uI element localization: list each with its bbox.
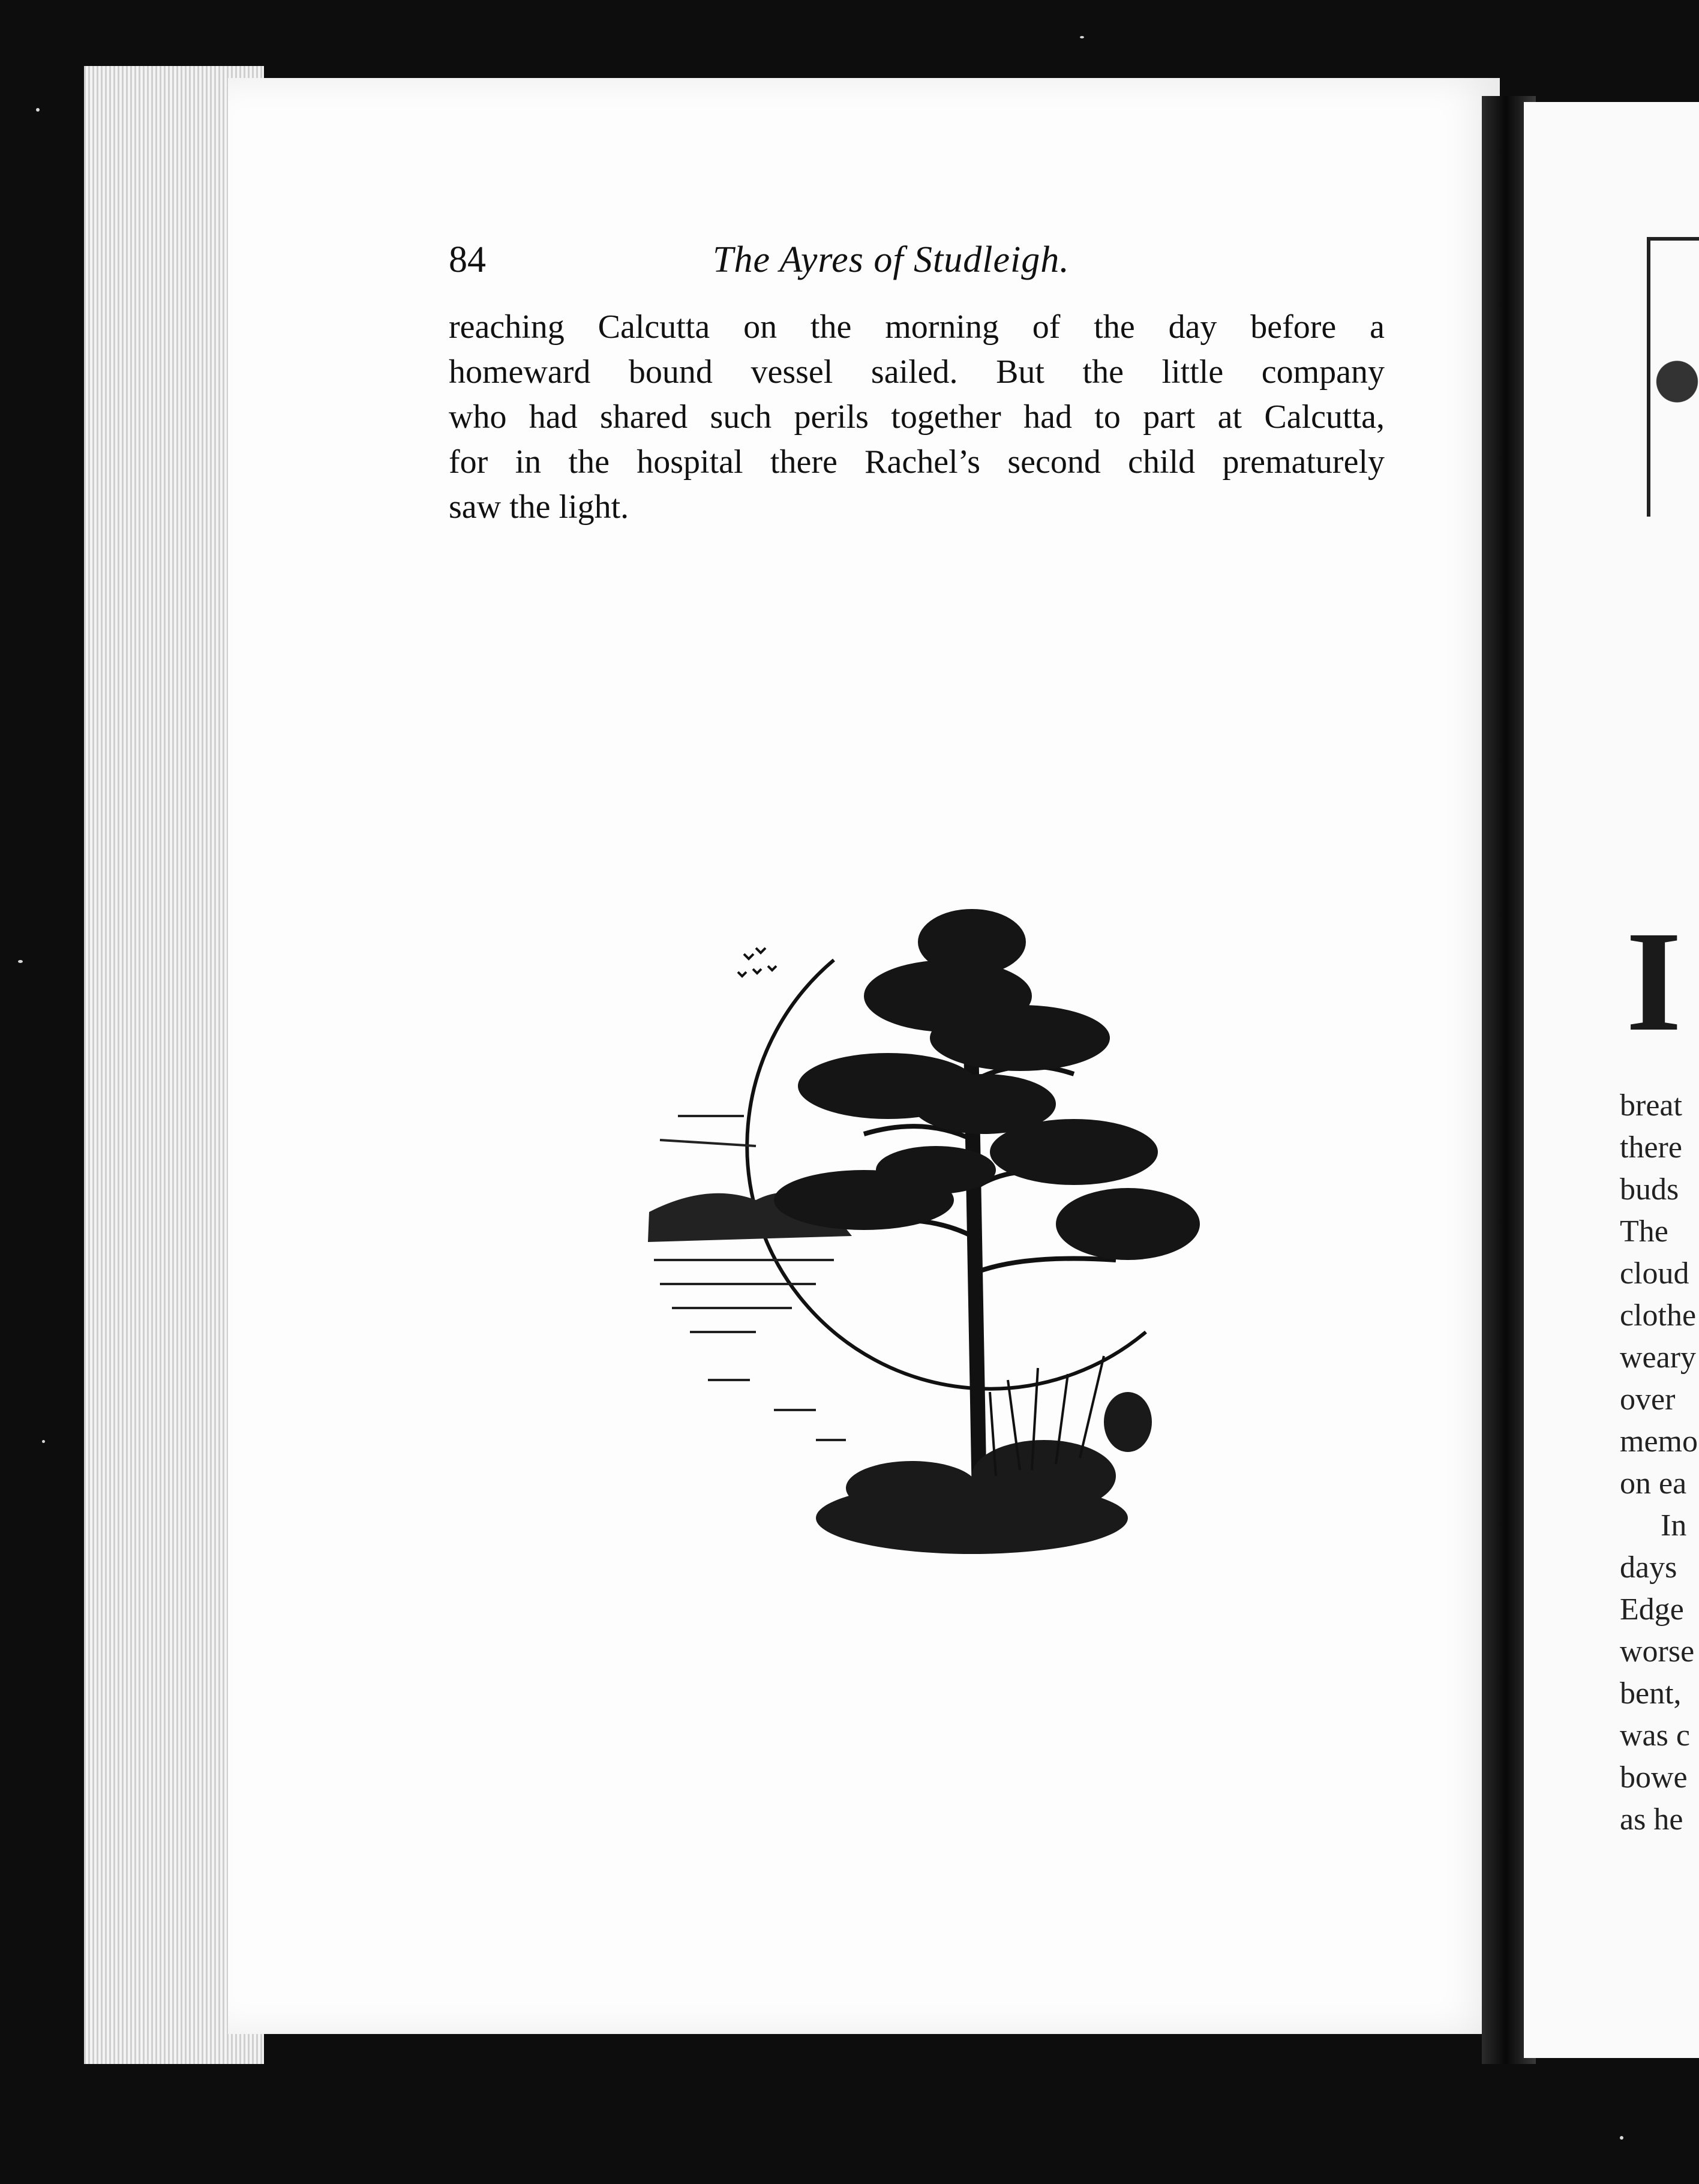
body-line: for in the hospital there Rachel’s second child prematurely (449, 443, 1385, 481)
text-line: breat (1620, 1088, 1682, 1123)
dust-speck (36, 108, 40, 112)
dust-speck (42, 1440, 45, 1443)
dust-speck (1620, 2136, 1623, 2140)
text-line: In (1661, 1508, 1687, 1543)
text-line: Edge (1620, 1592, 1684, 1627)
running-title: The Ayres of Studleigh. (713, 239, 1070, 280)
text-line: bowe (1620, 1760, 1688, 1795)
body-line: who had shared such perils together had to part at Calcutta, (449, 398, 1385, 436)
text-line: over (1620, 1382, 1676, 1417)
text-line: weary (1620, 1340, 1697, 1375)
text-line: The (1620, 1214, 1668, 1249)
heading-ornament-icon (1653, 348, 1699, 432)
text-line: memo (1620, 1424, 1698, 1459)
right-page-text (1620, 1085, 1699, 1841)
body-line: homeward bound vessel sailed. But the little company (449, 353, 1385, 391)
dust-speck (1080, 36, 1084, 38)
text-line: clothe (1620, 1298, 1697, 1333)
text-line: cloud (1620, 1256, 1689, 1291)
running-head (449, 239, 1385, 299)
drop-cap: I (1626, 901, 1682, 1061)
page-number: 84 (449, 239, 486, 280)
text-line: was c (1620, 1718, 1690, 1753)
body-line: reaching Calcutta on the morning of the day before a (449, 308, 1385, 346)
pine-tree-lake-vignette-icon (636, 900, 1212, 1572)
body-line: saw the light. (449, 488, 629, 526)
dust-speck (18, 960, 23, 963)
text-line: bent, (1620, 1676, 1682, 1711)
text-line: as he (1620, 1802, 1683, 1837)
text-line: on ea (1620, 1466, 1687, 1501)
text-line: worse (1620, 1634, 1695, 1669)
text-line: buds (1620, 1172, 1679, 1207)
text-line: days (1620, 1550, 1677, 1585)
text-line: there (1620, 1130, 1682, 1165)
body-paragraph (449, 305, 1385, 530)
